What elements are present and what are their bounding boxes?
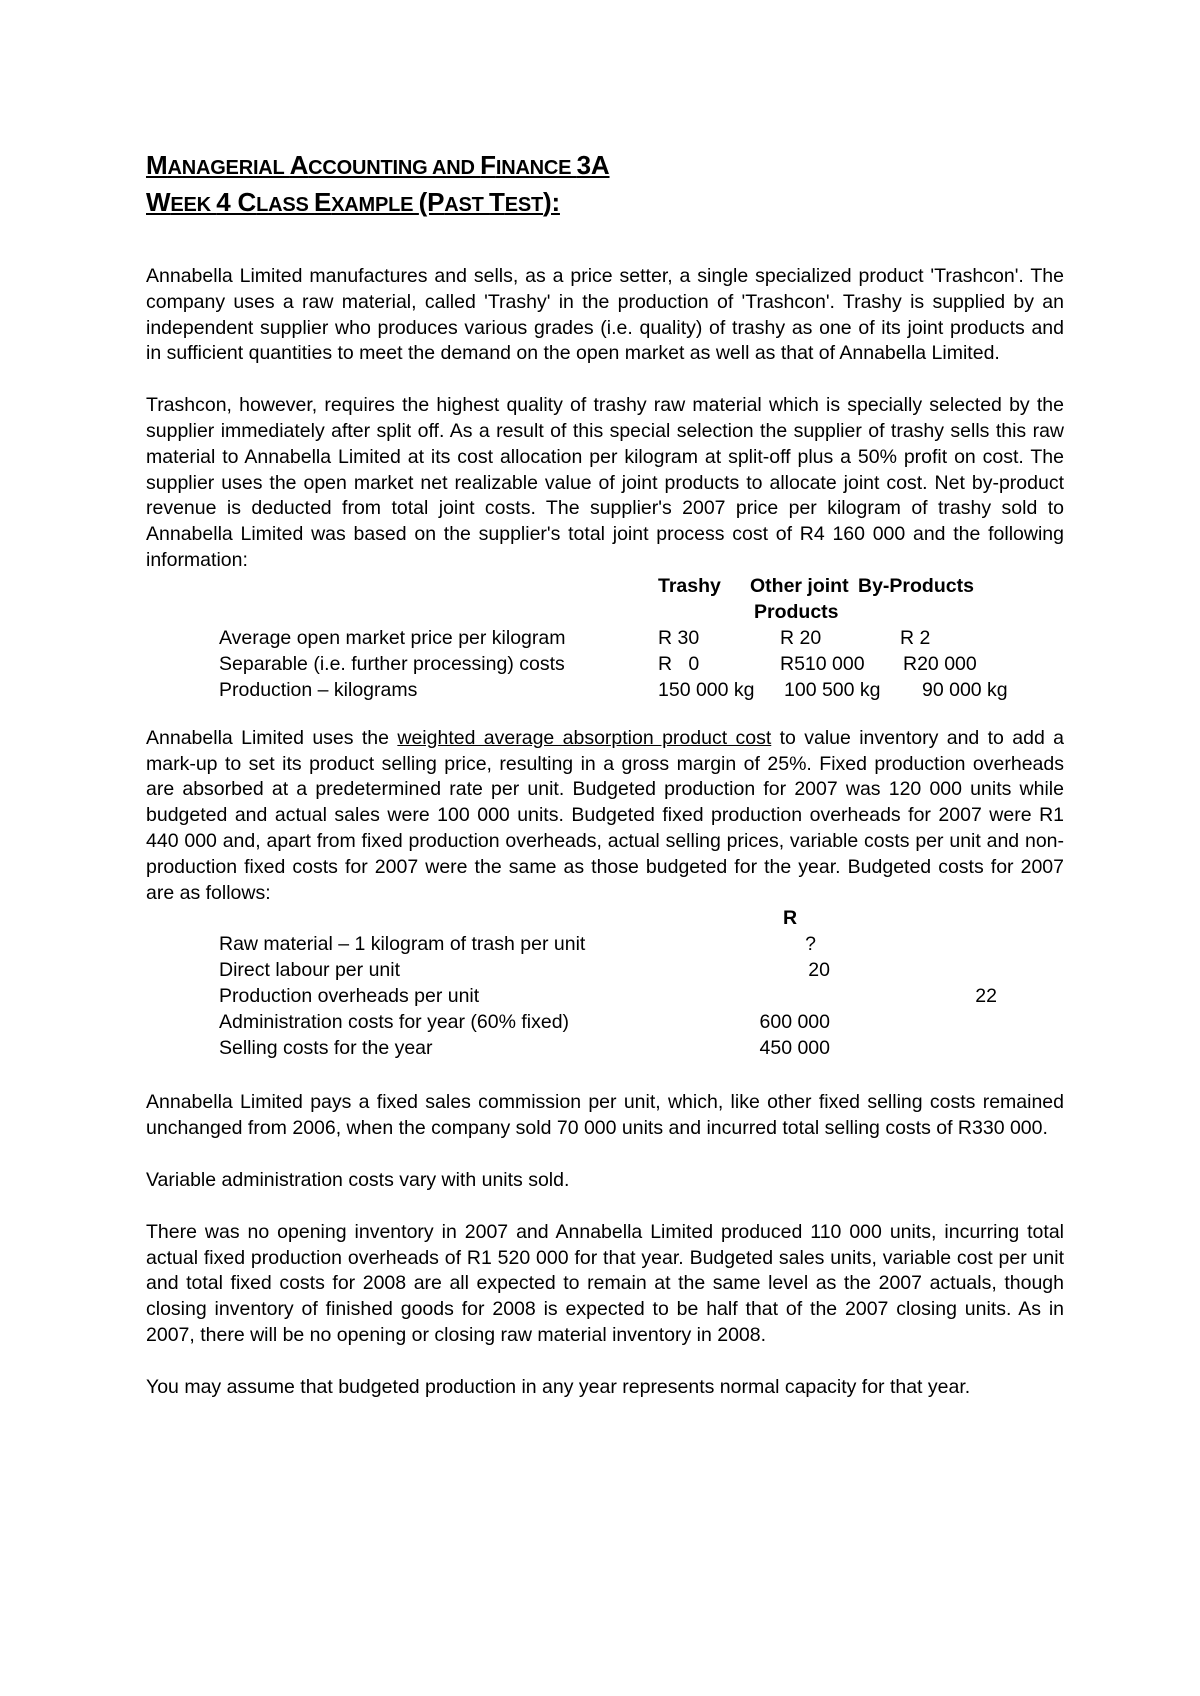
table-row: Direct labour per unit 20 (219, 959, 830, 982)
table-row: Selling costs for the year 450 000 (219, 1037, 830, 1060)
document-page (146, 148, 1064, 1401)
table-row: Average open market price per kilogram R 30 R 20 R 2 (219, 626, 931, 649)
paragraph-assumption: You may assume that budgeted production in any year represents normal capacity for that year. (146, 1375, 971, 1398)
table-row: Production – kilograms 150 000 kg 100 500 kg 90 000 kg (219, 678, 1008, 701)
header-r: R (783, 907, 798, 930)
table-row: Administration costs for year (60% fixed) 600 000 (219, 1011, 830, 1034)
header-trashy: Trashy (658, 574, 721, 597)
table-row: Raw material – 1 kilogram of trash per unit ? (219, 933, 816, 956)
table-header-row (146, 906, 1064, 932)
paragraph-variable-admin: Variable administration costs vary with units sold. (146, 1168, 570, 1191)
table-header-row (146, 574, 1064, 600)
document-title: MANAGERIAL ACCOUNTING AND FINANCE 3A (146, 150, 610, 180)
table-row: Separable (i.e. further processing) costs R 0 R510 000 R20 000 (219, 652, 977, 675)
header-other-joint: Other joint (750, 574, 849, 597)
header-other-products: Products (754, 600, 839, 623)
paragraph-intro: Annabella Limited manufactures and sells, as a price setter, a single specialized product 'Trashcon'. The company uses a raw material, called 'Trashy' in the production of 'Trashcon'. Trashy is supplied by an independent supplier who produces various grades (i.e. quality) of trashy as one of its joint products and in sufficient quantities to meet the demand on the open market as well as that of Annabella Limited. (146, 265, 1064, 365)
paragraph-trashcon: Trashcon, however, requires the highest quality of trashy raw material which is specially selected by the supplier immediately after split off. As a result of this special selection the supplier of trashy sells this raw material to Annabella Limited at its cost allocation per kilogram at split-off plus a 50% profit on cost. The supplier uses the open market net realizable value of joint products to allocate joint cost. Net by-product revenue is deducted from total joint costs. The supplier's 2007 price per kilogram of trashy sold to Annabella Limited was based on the supplier's total joint process cost of R4 160 000 and the following information: (146, 394, 1064, 571)
table-header-row-2 (146, 600, 1064, 626)
budgeted-costs-table (146, 906, 1064, 1064)
document-subtitle: WEEK 4 CLASS EXAMPLE (PAST TEST): (146, 187, 560, 217)
paragraph-inventory: There was no opening inventory in 2007 and Annabella Limited produced 110 000 units, incurring total actual fixed production overheads of R1 520 000 for that year. Budgeted sales units, variable cost per unit and total fixed costs for 2008 are all expected to remain at the same level as the 2007 actuals, though closing inventory of finished goods for 2008 is expected to be half that of the 2007 closing units. As in 2007, there will be no opening or closing raw material inventory in 2008. (146, 1220, 1064, 1346)
paragraph-costing: Annabella Limited uses the weighted average absorption product cost to value inventory and to add a mark-up to set its product selling price, resulting in a gross margin of 25%. Fixed production overheads are absorbed at a predetermined rate per unit. Budgeted production for 2007 was 120 000 units while budgeted and actual sales were 100 000 units. Budgeted fixed production overheads for 2007 were R1 440 000 and, apart from fixed production overheads, actual selling prices, variable costs per unit and non-production fixed costs for 2007 were the same as those budgeted for the year. Budgeted costs for 2007 are as follows: (146, 726, 1064, 904)
joint-products-table (146, 574, 1064, 701)
table-row: Production overheads per unit 22 (219, 985, 997, 1008)
header-by-products: By-Products (858, 574, 974, 597)
paragraph-commission: Annabella Limited pays a fixed sales commission per unit, which, like other fixed selling costs remained unchanged from 2006, when the company sold 70 000 units and incurred total selling costs of R330 000. (146, 1091, 1064, 1140)
